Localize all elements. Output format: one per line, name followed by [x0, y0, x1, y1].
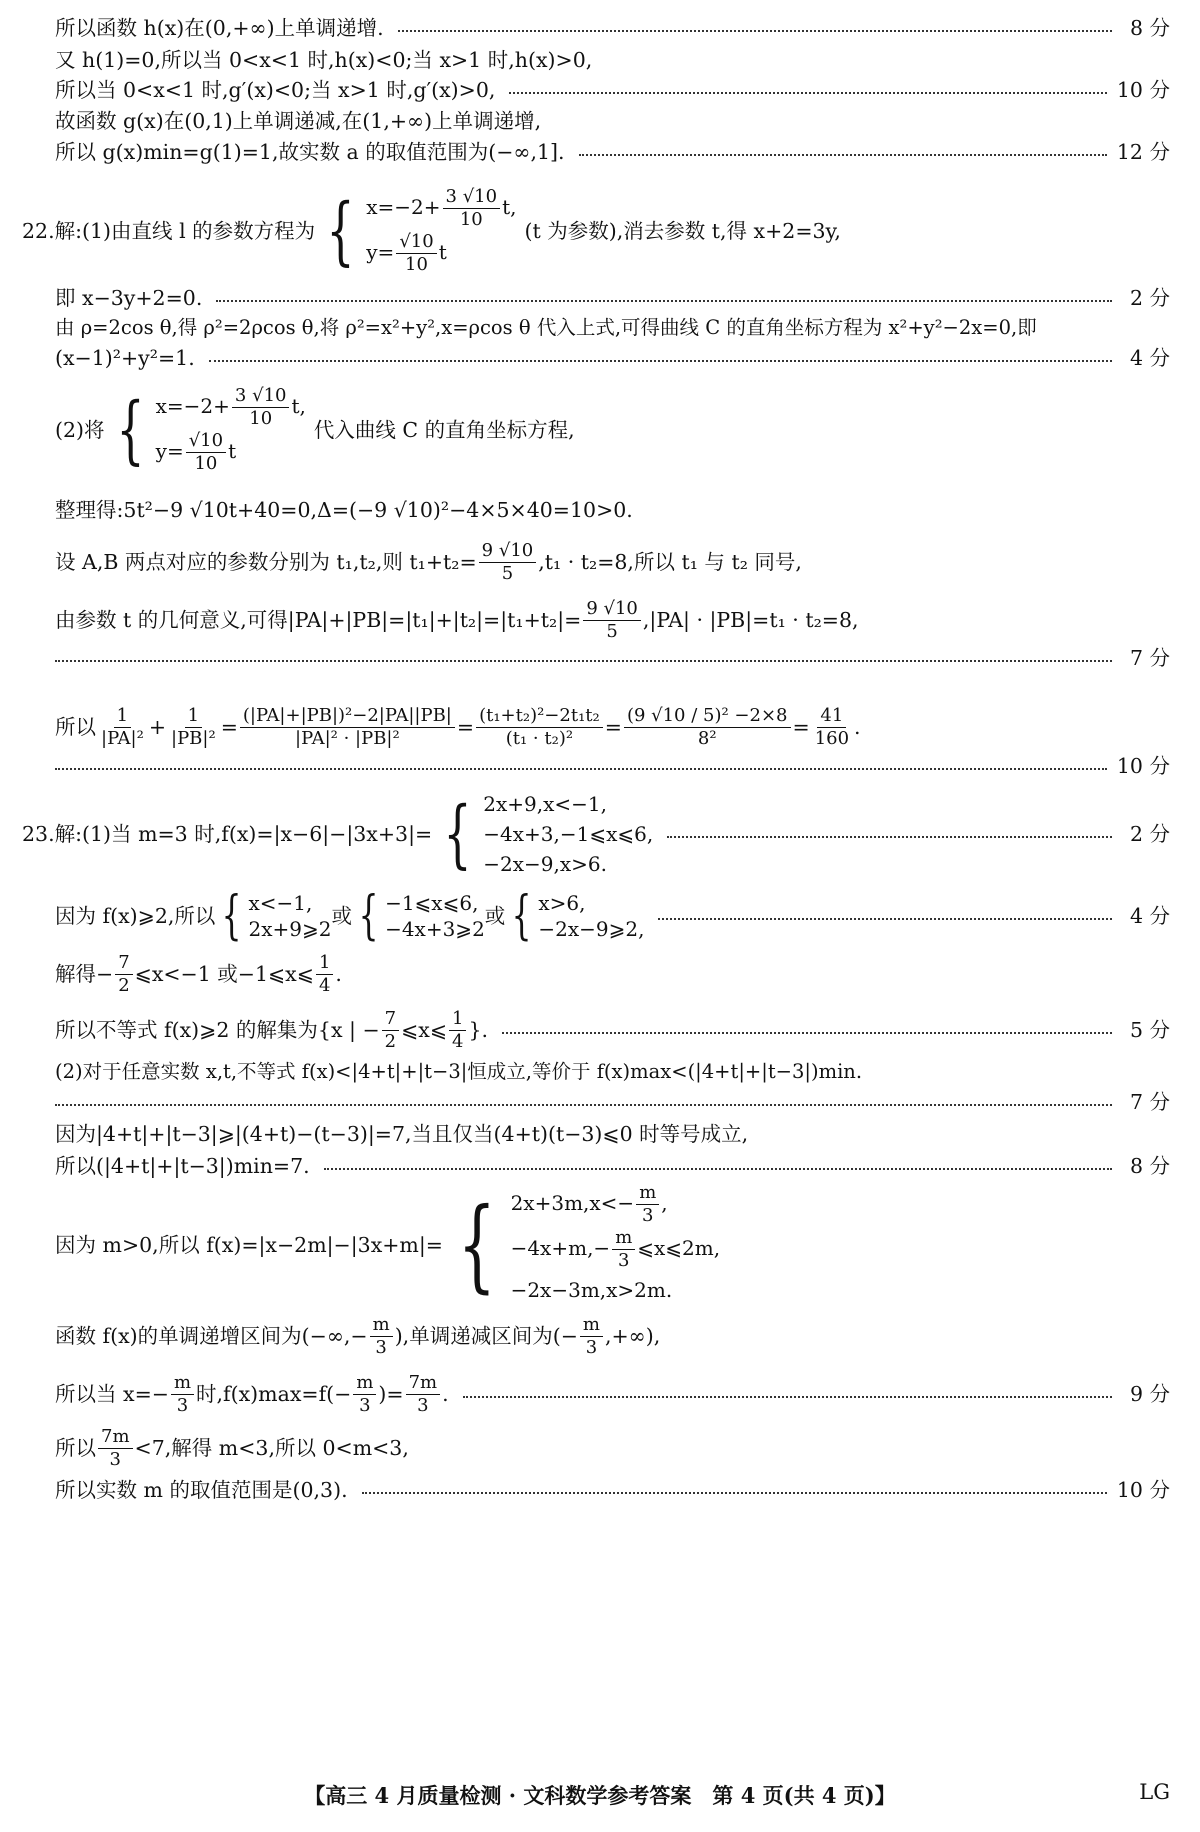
fraction: $\frac{9 √10}{5}$ [479, 540, 537, 585]
text-line: 整理得:5t²−9 √10t+40=0,Δ=(−9 √10)²−4×5×40=10>0. [55, 498, 633, 522]
q23-line: 23. 解:(1)当 m=3 时,f(x)=|x−6|−|3x+3|= { 2x+9,x<−1, −4x+3,−1⩽x⩽6, −2x−9,x>6. 2 分 [22, 791, 1170, 877]
text-line: 因为 f(x)⩾2,所以 { x<−1, 2x+9⩾2 或 { −1⩽x⩽6, −4x+3⩾2 或 { x>6, −2x−9⩾2, 4 分 [55, 886, 1170, 946]
text-line: 又 h(1)=0,所以当 0<x<1 时,h(x)<0;当 x>1 时,h(x)>0, [55, 48, 593, 72]
piecewise: { 2x+3m,x<− $\frac{m}{3}$ , −4x+m,− $\frac{m}{3}$ ⩽x⩽2m, −2x−3m,x>2m. [457, 1182, 721, 1303]
score: 4 分 [1129, 346, 1170, 370]
text-line: 所以不等式 f(x)⩾2 的解集为 {x | − $\frac{7}{2}$ ⩽x⩽ $\frac{1}{4}$ }. 5 分 [55, 1007, 1170, 1052]
text-line: (2)将 { x=−2+ $\frac{3 √10}{10}$ t, y= $\frac{√10}{10}$ t 代入曲线 C 的直角坐标方程, [55, 385, 575, 474]
score: 8 分 [1129, 1154, 1170, 1178]
footer-code: LG [1139, 1780, 1170, 1804]
text-line: 因为 m>0,所以 f(x)=|x−2m|−|3x+m|= { 2x+3m,x<− $\frac{m}{3}$ , −4x+m,− $\frac{m}{3}$ ⩽x⩽2m, −2x−3m,x>2m. [55, 1186, 1170, 1304]
score: 10 分 [1116, 754, 1170, 778]
text-line: 所以 g(x)min=g(1)=1,故实数 a 的取值范围为(−∞,1]. 12 分 [55, 140, 1170, 164]
text-line: 由参数 t 的几何意义,可得|PA|+|PB|=|t₁|+|t₂|=|t₁+t₂|= $\frac{9 √10}{5}$ ,|PA| · |PB|=t₁ · t₂=8, [55, 597, 859, 642]
text-line: 由 ρ=2cos θ,得 ρ²=2ρcos θ,将 ρ²=x²+y²,x=ρcos θ 代入上式,可得曲线 C 的直角坐标方程为 x²+y²−2x=0,即 [55, 316, 1037, 339]
score: 7 分 [1129, 1090, 1170, 1114]
text-line: 所以 $\frac{1}{\text{|PA|²}}$ + $\frac{1}{\text{|PB|²}}$ = $\frac{\text{(|PA|+|PB|)²−2|PA||PB|}}{\text{|PA|² · |PB|²}}$ = $\frac{\text{(t₁+t₂)²−2t₁t₂}}{\text{(t₁ · t₂)²}}$ = $\frac{\text{(9 √10 / 5)² −2×8}}{\text{8²}}$ = $\frac{41}{160}$ . [55, 704, 861, 749]
text-line: 函数 f(x)的单调递增区间为(−∞,− $\frac{m}{3}$ ),单调递减区间为(− $\frac{m}{3}$ ,+∞), [55, 1313, 661, 1358]
text-line: (x−1)²+y²=1. 4 分 [55, 346, 1170, 370]
score: 2 分 [1129, 286, 1170, 310]
piecewise: { 2x+9,x<−1, −4x+3,−1⩽x⩽6, −2x−9,x>6. [443, 791, 654, 877]
score: 10 分 [1116, 1478, 1170, 1502]
text-line: 故函数 g(x)在(0,1)上单调递减,在(1,+∞)上单调递增, [55, 109, 542, 133]
score: 7 分 [1129, 646, 1170, 670]
text-line [55, 752, 1170, 780]
q22-line: 22. 解:(1)由直线 l 的参数方程为 { x=−2+ $\frac{3 √10}{10}$ t, y= $\frac{√10}{10}$ t (t 为参数),消去参数 t,得 x+2=3y, [22, 186, 841, 275]
text-line: 因为|4+t|+|t−3|⩾|(4+t)−(t−3)|=7,当且仅当(4+t)(t−3)⩽0 时等号成立, [55, 1122, 749, 1146]
fraction: $\frac{9 √10}{5}$ [583, 598, 641, 643]
param-system: { x=−2+ $\frac{3 √10}{10}$ t, y= $\frac{√10}{10}$ t [326, 186, 517, 275]
score: 9 分 [1129, 1382, 1170, 1406]
question-number: 23. [22, 822, 55, 846]
text-line: 所以 $\frac{7m}{3}$ <7,解得 m<3,所以 0<m<3, [55, 1425, 409, 1470]
text-line: 所以当 0<x<1 时,g′(x)<0;当 x>1 时,g′(x)>0, 10 分 [55, 78, 1170, 102]
text-line [55, 644, 1170, 672]
question-number: 22. [22, 219, 55, 243]
text-line: 所以(|4+t|+|t−3|)min=7. 8 分 [55, 1154, 1170, 1178]
text-line: (2)对于任意实数 x,t,不等式 f(x)<|4+t|+|t−3|恒成立,等价于 f(x)max<(|4+t|+|t−3|)min. [55, 1060, 863, 1083]
score: 8 分 [1129, 16, 1170, 40]
score: 4 分 [1129, 904, 1170, 928]
text-line [55, 1088, 1170, 1116]
score: 10 分 [1116, 78, 1170, 102]
text-line: 即 x−3y+2=0. 2 分 [55, 286, 1170, 310]
score: 2 分 [1129, 822, 1170, 846]
score: 12 分 [1116, 140, 1170, 164]
text-line: 解得− $\frac{7}{2}$ ⩽x<−1 或−1⩽x⩽ $\frac{1}{4}$ . [55, 951, 342, 996]
text-line: 设 A,B 两点对应的参数分别为 t₁,t₂,则 t₁+t₂= $\frac{9 √10}{5}$ ,t₁ · t₂=8,所以 t₁ 与 t₂ 同号, [55, 539, 802, 584]
score: 5 分 [1129, 1018, 1170, 1042]
text-line: 所以实数 m 的取值范围是(0,3). 10 分 [55, 1478, 1170, 1502]
text-line: 所以函数 h(x)在(0,+∞)上单调递增. 8 分 [55, 16, 1170, 40]
text-line: 所以当 x=− $\frac{m}{3}$ 时,f(x)max=f(− $\frac{m}{3}$ )= $\frac{7m}{3}$ . 9 分 [55, 1371, 1170, 1416]
param-system: { x=−2+ $\frac{3 √10}{10}$ t, y= $\frac{√10}{10}$ t [115, 385, 306, 474]
page-footer: 【高三 4 月质量检测 · 文科数学参考答案 第 4 页(共 4 页)】 [304, 1783, 896, 1808]
